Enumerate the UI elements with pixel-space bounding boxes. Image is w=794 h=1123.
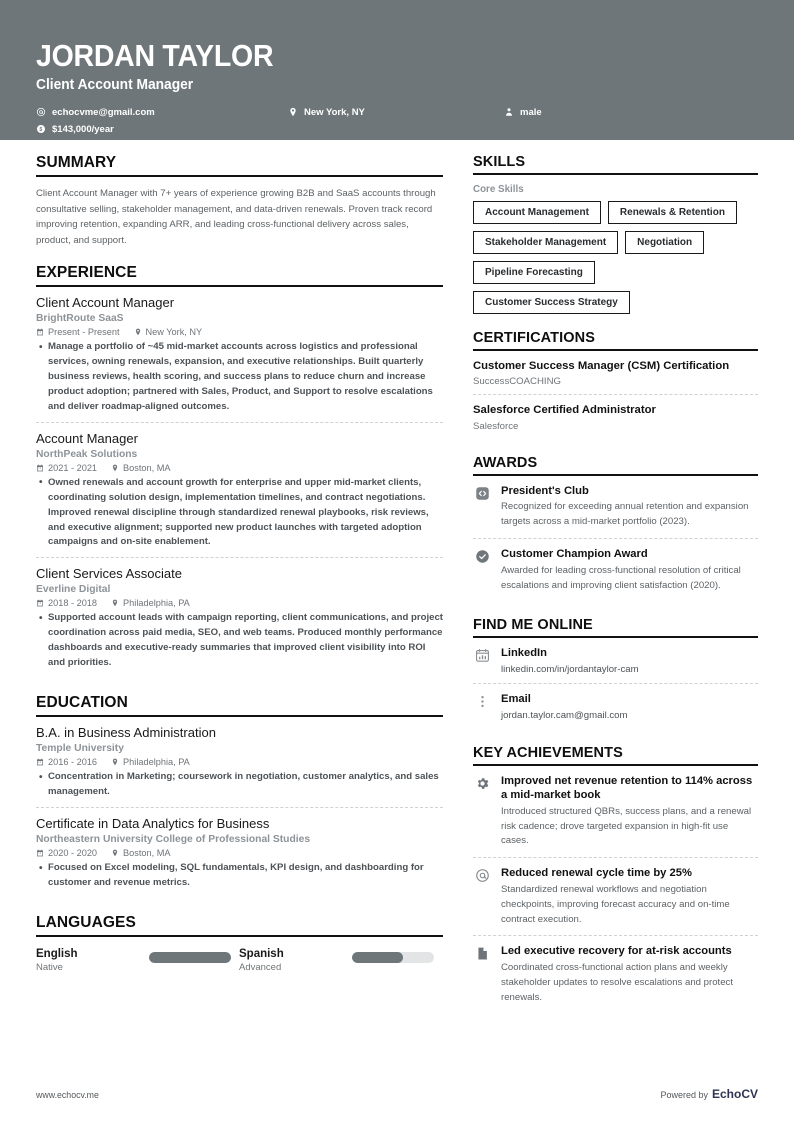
award-body — [501, 547, 758, 593]
achievement-body — [501, 774, 758, 850]
experience-entry — [36, 558, 443, 678]
footer-powered-label: Powered by — [660, 1090, 708, 1100]
skill-chip: Stakeholder Management — [473, 231, 618, 254]
section-certifications — [473, 330, 758, 439]
skill-chip: Pipeline Forecasting — [473, 261, 595, 284]
map-pin-icon — [111, 599, 119, 607]
candidate-job-title: Client Account Manager — [36, 76, 194, 93]
dollar-circle-icon — [36, 124, 46, 134]
achievement-body — [501, 944, 758, 1005]
language-level: Native — [36, 962, 63, 974]
entry-organization: BrightRoute SaaS — [36, 313, 124, 325]
entry-bullet: • Supported account leads with campaign reporting, client communications, and project coordination across paid media, SEO, and web teams. Produced monthly performance dashboards and executive-ready summaries that improved client visibility into ROI and priorities. — [48, 611, 443, 670]
entry-location — [111, 598, 190, 608]
entry-bullet: • Owned renewals and account growth for enterprise and upper mid-market clients, coordinating solution design, implementation timelines, and contract negotiations. Improved renewal discipline through standardized renewal playbooks, risk reviews, and executive alignment; supported new product launches with targeted adoption campaigns and on-site enablement. — [48, 476, 443, 550]
entry-bullet: • Concentration in Marketing; coursework in negotiation, customer analytics, and sales management. — [48, 770, 443, 800]
map-pin-icon — [134, 328, 142, 336]
entry-meta — [36, 327, 443, 337]
achievement-description: Standardized renewal workflows and negotiation checkpoints, improving forecast accuracy and on-time contract execution. — [501, 883, 730, 925]
entry-title: Account Manager — [36, 430, 138, 446]
contact-email — [36, 104, 288, 121]
footer-brand: EchoCV — [711, 1087, 758, 1101]
resume-footer — [0, 1087, 794, 1123]
certification-issuer: SuccessCOACHING — [473, 376, 561, 388]
achievement-title: Improved net revenue retention to 114% across a mid-market book — [501, 774, 753, 802]
entry-meta — [36, 848, 443, 858]
award-title: Customer Champion Award — [501, 548, 648, 561]
entry-title: Certificate in Data Analytics for Business — [36, 815, 270, 831]
online-profile-link[interactable]: linkedin.com/in/jordantaylor-cam — [501, 664, 639, 676]
entry-organization: Temple University — [36, 743, 124, 755]
entry-dates — [36, 757, 97, 767]
contact-salary — [36, 121, 288, 138]
calendar-icon — [36, 464, 44, 472]
resume-header — [0, 0, 794, 140]
achievement-title: Reduced renewal cycle time by 25% — [501, 867, 692, 880]
entry-bullet: • Manage a portfolio of ~45 mid-market accounts across logistics and professional services, owning renewals, expansion, and executive relationships. Built quarterly business reviews, health scoring, and success plans to reduce churn and increase product adoption; partnered with Sales, Product, and Support to resolve escalations and deliver roadmap-aligned outcomes. — [48, 340, 443, 414]
gear-icon — [473, 774, 491, 850]
certification-issuer: Salesforce — [473, 420, 519, 432]
entry-location-value: Philadelphia, PA — [123, 757, 190, 768]
section-awards — [473, 455, 758, 602]
language-text — [239, 947, 284, 973]
achievement-description: Coordinated cross-functional action plans and weekly stakeholder updates to resolve escalations and protect renewals. — [501, 962, 733, 1003]
online-profile-item[interactable] — [473, 638, 758, 684]
awards-heading: AWARDS — [473, 455, 758, 476]
entry-meta — [36, 463, 443, 473]
experience-entry — [36, 287, 443, 423]
award-body — [501, 484, 758, 530]
achievement-item — [473, 766, 758, 859]
language-proficiency-fill — [352, 952, 403, 963]
calendar-icon — [36, 849, 44, 857]
online-profile-body — [501, 692, 758, 721]
at-icon — [473, 866, 491, 927]
entry-dates-value: Present - Present — [48, 327, 120, 338]
code-badge-icon — [473, 484, 491, 530]
languages-heading: LANGUAGES — [36, 914, 443, 937]
contact-email-value: echocvme@gmail.com — [52, 106, 155, 118]
language-item — [36, 947, 239, 981]
map-pin-icon — [111, 758, 119, 766]
entry-location — [111, 757, 190, 767]
language-proficiency-bar — [149, 952, 231, 963]
certification-item — [473, 351, 758, 395]
online-profile-title: LinkedIn — [501, 647, 547, 660]
section-skills — [473, 154, 758, 314]
language-list — [36, 947, 443, 981]
footer-site-url: www.echocv.me — [36, 1090, 99, 1100]
experience-heading: EXPERIENCE — [36, 264, 443, 287]
contact-list — [36, 104, 596, 138]
entry-bullets — [36, 611, 443, 670]
language-proficiency-bar — [352, 952, 434, 963]
calendar-icon — [36, 599, 44, 607]
summary-heading: SUMMARY — [36, 154, 443, 177]
at-circle-icon — [36, 107, 46, 117]
map-pin-icon — [111, 849, 119, 857]
contact-salary-value: $143,000/year — [52, 123, 114, 135]
section-experience — [36, 264, 443, 678]
entry-dates-value: 2016 - 2016 — [48, 757, 98, 768]
summary-text: Client Account Manager with 7+ years of experience growing B2B and SaaS accounts through consultative selling, stakeholder management, and data-driven renewals. Proven track record improving retention, expanding ARR, and leading cross-functional delivery across sales, product, and support. — [36, 188, 436, 246]
entry-organization: Everline Digital — [36, 584, 111, 596]
entry-organization: Northeastern University College of Professional Studies — [36, 834, 311, 846]
right-column — [473, 140, 758, 1014]
achievement-description: Introduced structured QBRs, success plans, and a renewal risk cadence; drove targeted expansion in high-fit use cases. — [501, 805, 752, 847]
entry-dates-value: 2018 - 2018 — [48, 598, 98, 609]
entry-meta — [36, 757, 443, 767]
map-pin-icon — [111, 464, 119, 472]
entry-location-value: Boston, MA — [123, 462, 171, 473]
key-achievements-heading: KEY ACHIEVEMENTS — [473, 745, 758, 766]
candidate-name: JORDAN TAYLOR — [36, 38, 274, 73]
skill-chip: Negotiation — [625, 231, 704, 254]
language-proficiency-fill — [149, 952, 231, 963]
contact-gender-value: male — [520, 106, 542, 118]
entry-dates — [36, 848, 97, 858]
resume-body — [0, 140, 794, 1014]
award-item — [473, 539, 758, 601]
person-icon — [504, 107, 514, 117]
entry-meta — [36, 598, 443, 608]
find-me-online-heading: FIND ME ONLINE — [473, 617, 758, 638]
skill-chip: Renewals & Retention — [608, 201, 737, 224]
achievement-body — [501, 866, 758, 927]
left-column — [36, 140, 443, 1014]
entry-bullet: • Focused on Excel modeling, SQL fundamentals, KPI design, and dashboarding for customer and revenue metrics. — [48, 861, 443, 891]
entry-location-value: New York, NY — [145, 327, 203, 338]
skill-chip: Account Management — [473, 201, 601, 224]
entry-organization: NorthPeak Solutions — [36, 448, 138, 460]
section-languages — [36, 914, 443, 981]
online-profile-body — [501, 646, 758, 675]
vertical-dots-icon — [473, 692, 491, 721]
language-name: Spanish — [239, 947, 284, 960]
entry-dates-value: 2021 - 2021 — [48, 462, 98, 473]
education-entry — [36, 717, 443, 808]
entry-dates — [36, 598, 97, 608]
contact-location — [288, 104, 504, 121]
skill-chip-list — [473, 201, 758, 314]
skill-chip: Customer Success Strategy — [473, 291, 630, 314]
calendar-icon — [36, 758, 44, 766]
check-circle-icon — [473, 547, 491, 593]
section-key-achievements — [473, 745, 758, 1014]
certification-name: Salesforce Certified Administrator — [473, 404, 656, 417]
map-pin-icon — [288, 107, 298, 117]
entry-location-value: Boston, MA — [123, 848, 171, 859]
contact-location-value: New York, NY — [304, 106, 365, 118]
experience-entry — [36, 423, 443, 559]
entry-location — [111, 848, 171, 858]
entry-bullets — [36, 770, 443, 800]
calendar-chart-icon — [473, 646, 491, 675]
entry-bullets — [36, 476, 443, 550]
section-education — [36, 694, 443, 898]
footer-powered-by — [660, 1087, 758, 1101]
entry-bullets — [36, 861, 443, 891]
skills-group-label: Core Skills — [473, 184, 524, 195]
section-summary — [36, 154, 443, 248]
skills-heading: SKILLS — [473, 154, 758, 175]
entry-title: B.A. in Business Administration — [36, 724, 216, 740]
certification-name: Customer Success Manager (CSM) Certification — [473, 360, 730, 372]
award-description: Recognized for exceeding annual retention and expansion targets across a mid-market portfolio (2023). — [501, 501, 749, 528]
award-item — [473, 476, 758, 539]
file-icon — [473, 944, 491, 1005]
language-level: Advanced — [239, 962, 282, 974]
education-heading: EDUCATION — [36, 694, 443, 717]
section-find-me-online — [473, 617, 758, 728]
entry-location-value: Philadelphia, PA — [123, 598, 190, 609]
language-item — [239, 947, 442, 981]
certification-item — [473, 395, 758, 438]
entry-location — [111, 463, 171, 473]
entry-dates-value: 2020 - 2020 — [48, 848, 98, 859]
award-title: President's Club — [501, 484, 589, 497]
online-profile-link[interactable]: jordan.taylor.cam@gmail.com — [501, 709, 628, 721]
entry-location — [134, 327, 203, 337]
calendar-icon — [36, 328, 44, 336]
achievement-title: Led executive recovery for at-risk accounts — [501, 945, 732, 958]
online-profile-title: Email — [501, 693, 531, 706]
entry-bullets — [36, 340, 443, 414]
language-text — [36, 947, 78, 973]
education-entry — [36, 808, 443, 898]
entry-title: Client Services Associate — [36, 566, 182, 582]
certifications-heading: CERTIFICATIONS — [473, 330, 758, 351]
entry-dates — [36, 327, 120, 337]
achievement-item — [473, 858, 758, 936]
entry-title: Client Account Manager — [36, 295, 175, 311]
achievement-item — [473, 936, 758, 1013]
language-name: English — [36, 947, 78, 960]
entry-dates — [36, 463, 97, 473]
online-profile-item[interactable] — [473, 684, 758, 729]
contact-gender — [504, 104, 596, 121]
award-description: Awarded for leading cross-functional resolution of critical escalations and improving client satisfaction (2020). — [501, 564, 741, 591]
